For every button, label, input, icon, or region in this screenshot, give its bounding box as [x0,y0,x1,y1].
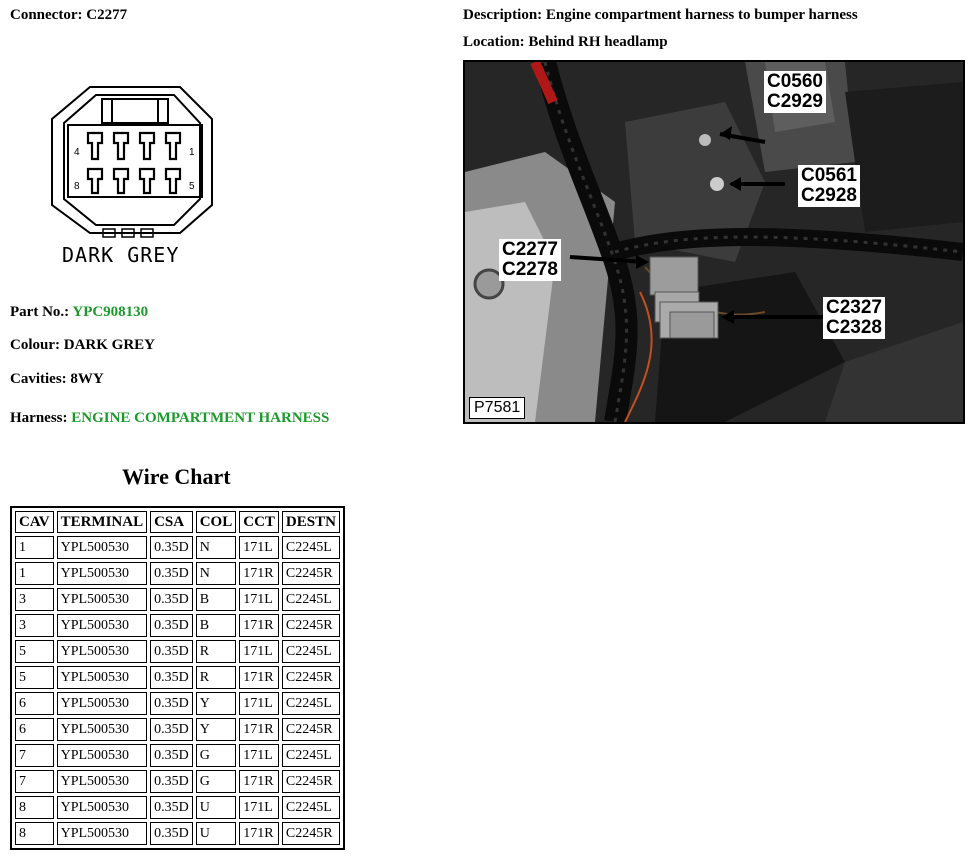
pin-label-8: 8 [74,181,80,192]
table-cell-csa: 0.35D [150,562,193,585]
location-line [463,34,668,51]
colour-label: Colour: [10,337,60,353]
table-row [15,614,340,637]
table-cell-terminal: YPL500530 [57,744,148,767]
table-row [15,562,340,585]
table-row [15,718,340,741]
table-cell-csa: 0.35D [150,770,193,793]
table-row [15,640,340,663]
wire-chart-header-row [15,511,340,533]
table-cell-col: Y [196,692,237,715]
table-cell-col: G [196,770,237,793]
wire-chart-header-cav: CAV [15,511,54,533]
photo-reference-number: P7581 [469,397,525,419]
table-cell-cct: 171R [239,562,279,585]
table-cell-col: N [196,562,237,585]
colour-value: DARK GREY [63,337,156,353]
table-cell-terminal: YPL500530 [57,718,148,741]
table-cell-cav: 7 [15,770,54,793]
table-cell-col: G [196,744,237,767]
table-row [15,796,340,819]
callout-c0561: C0561 C2928 [798,165,860,207]
table-cell-cct: 171R [239,666,279,689]
table-cell-cav: 1 [15,536,54,559]
table-cell-cct: 171L [239,536,279,559]
table-cell-csa: 0.35D [150,614,193,637]
table-cell-terminal: YPL500530 [57,666,148,689]
pin-label-4: 4 [74,147,80,158]
description-label: Description: [463,7,543,23]
table-cell-terminal: YPL500530 [57,588,148,611]
part-no-label: Part No.: [10,304,70,320]
table-cell-destn: C2245L [282,796,340,819]
table-cell-cav: 6 [15,692,54,715]
table-row [15,744,340,767]
cavities-value: 8WY [70,371,104,387]
table-cell-csa: 0.35D [150,718,193,741]
table-cell-cct: 171L [239,692,279,715]
table-cell-cav: 6 [15,718,54,741]
connector-value: C2277 [86,7,128,23]
table-cell-destn: C2245L [282,744,340,767]
table-cell-cav: 5 [15,640,54,663]
cavities-line [10,371,104,388]
table-cell-csa: 0.35D [150,666,193,689]
table-cell-cct: 171L [239,744,279,767]
table-cell-csa: 0.35D [150,692,193,715]
part-no-line [10,304,148,321]
wire-chart-table [10,506,345,850]
table-cell-destn: C2245R [282,614,340,637]
table-cell-cav: 8 [15,796,54,819]
table-cell-terminal: YPL500530 [57,796,148,819]
table-cell-destn: C2245R [282,718,340,741]
table-cell-col: U [196,796,237,819]
callout-c2277: C2277 C2278 [499,239,561,281]
table-cell-col: R [196,640,237,663]
wire-chart-header-destn: DESTN [282,511,340,533]
table-cell-destn: C2245L [282,588,340,611]
table-cell-cav: 5 [15,666,54,689]
harness-label: Harness: [10,410,68,426]
table-cell-cct: 171L [239,640,279,663]
location-photo [463,60,965,424]
wire-chart-body [15,536,340,845]
table-cell-col: B [196,588,237,611]
table-row [15,822,340,845]
wire-chart-header-terminal: TERMINAL [57,511,148,533]
connector-colour-caption: DARK GREY [62,243,180,267]
table-row [15,536,340,559]
table-row [15,666,340,689]
table-cell-cav: 8 [15,822,54,845]
wire-chart-header-col: COL [196,511,237,533]
table-cell-destn: C2245R [282,822,340,845]
table-cell-destn: C2245L [282,640,340,663]
pin-label-1: 1 [189,147,195,158]
table-cell-col: R [196,666,237,689]
pin-label-5: 5 [189,181,195,192]
table-cell-destn: C2245L [282,692,340,715]
location-label: Location: [463,34,525,50]
connector-line [10,7,127,24]
table-cell-csa: 0.35D [150,796,193,819]
table-cell-destn: C2245L [282,536,340,559]
part-no-link[interactable]: YPC908130 [72,304,149,320]
description-value: Engine compartment harness to bumper harness [545,7,858,23]
harness-line [10,410,329,427]
table-cell-csa: 0.35D [150,536,193,559]
harness-link[interactable]: ENGINE COMPARTMENT HARNESS [71,410,330,426]
wire-chart-header-csa: CSA [150,511,193,533]
table-cell-terminal: YPL500530 [57,562,148,585]
table-cell-destn: C2245R [282,666,340,689]
table-cell-terminal: YPL500530 [57,770,148,793]
table-row [15,770,340,793]
table-row [15,588,340,611]
cavities-label: Cavities: [10,371,67,387]
location-value: Behind RH headlamp [528,34,668,50]
wire-chart-header-cct: CCT [239,511,279,533]
table-cell-csa: 0.35D [150,744,193,767]
connector-face-diagram [50,85,220,235]
table-cell-terminal: YPL500530 [57,536,148,559]
description-line [463,7,858,24]
table-cell-cct: 171L [239,588,279,611]
table-cell-destn: C2245R [282,770,340,793]
colour-line [10,337,155,354]
table-cell-cct: 171R [239,822,279,845]
callout-c0560: C0560 C2929 [764,71,826,113]
table-cell-cav: 7 [15,744,54,767]
table-cell-cct: 171R [239,770,279,793]
callout-c2327: C2327 C2328 [823,297,885,339]
table-cell-cct: 171R [239,614,279,637]
connector-label: Connector: [10,7,83,23]
connector-latch-marks [102,225,154,235]
table-cell-cav: 3 [15,588,54,611]
table-cell-col: B [196,614,237,637]
table-row [15,692,340,715]
table-cell-csa: 0.35D [150,588,193,611]
table-cell-col: N [196,536,237,559]
table-cell-terminal: YPL500530 [57,822,148,845]
table-cell-cav: 3 [15,614,54,637]
table-cell-csa: 0.35D [150,822,193,845]
table-cell-cct: 171L [239,796,279,819]
table-cell-cav: 1 [15,562,54,585]
table-cell-col: Y [196,718,237,741]
wire-chart-title: Wire Chart [122,464,231,489]
table-cell-terminal: YPL500530 [57,614,148,637]
table-cell-terminal: YPL500530 [57,692,148,715]
table-cell-cct: 171R [239,718,279,741]
connector-face-svg [50,85,220,235]
table-cell-destn: C2245R [282,562,340,585]
table-cell-terminal: YPL500530 [57,640,148,663]
table-cell-col: U [196,822,237,845]
table-cell-csa: 0.35D [150,640,193,663]
